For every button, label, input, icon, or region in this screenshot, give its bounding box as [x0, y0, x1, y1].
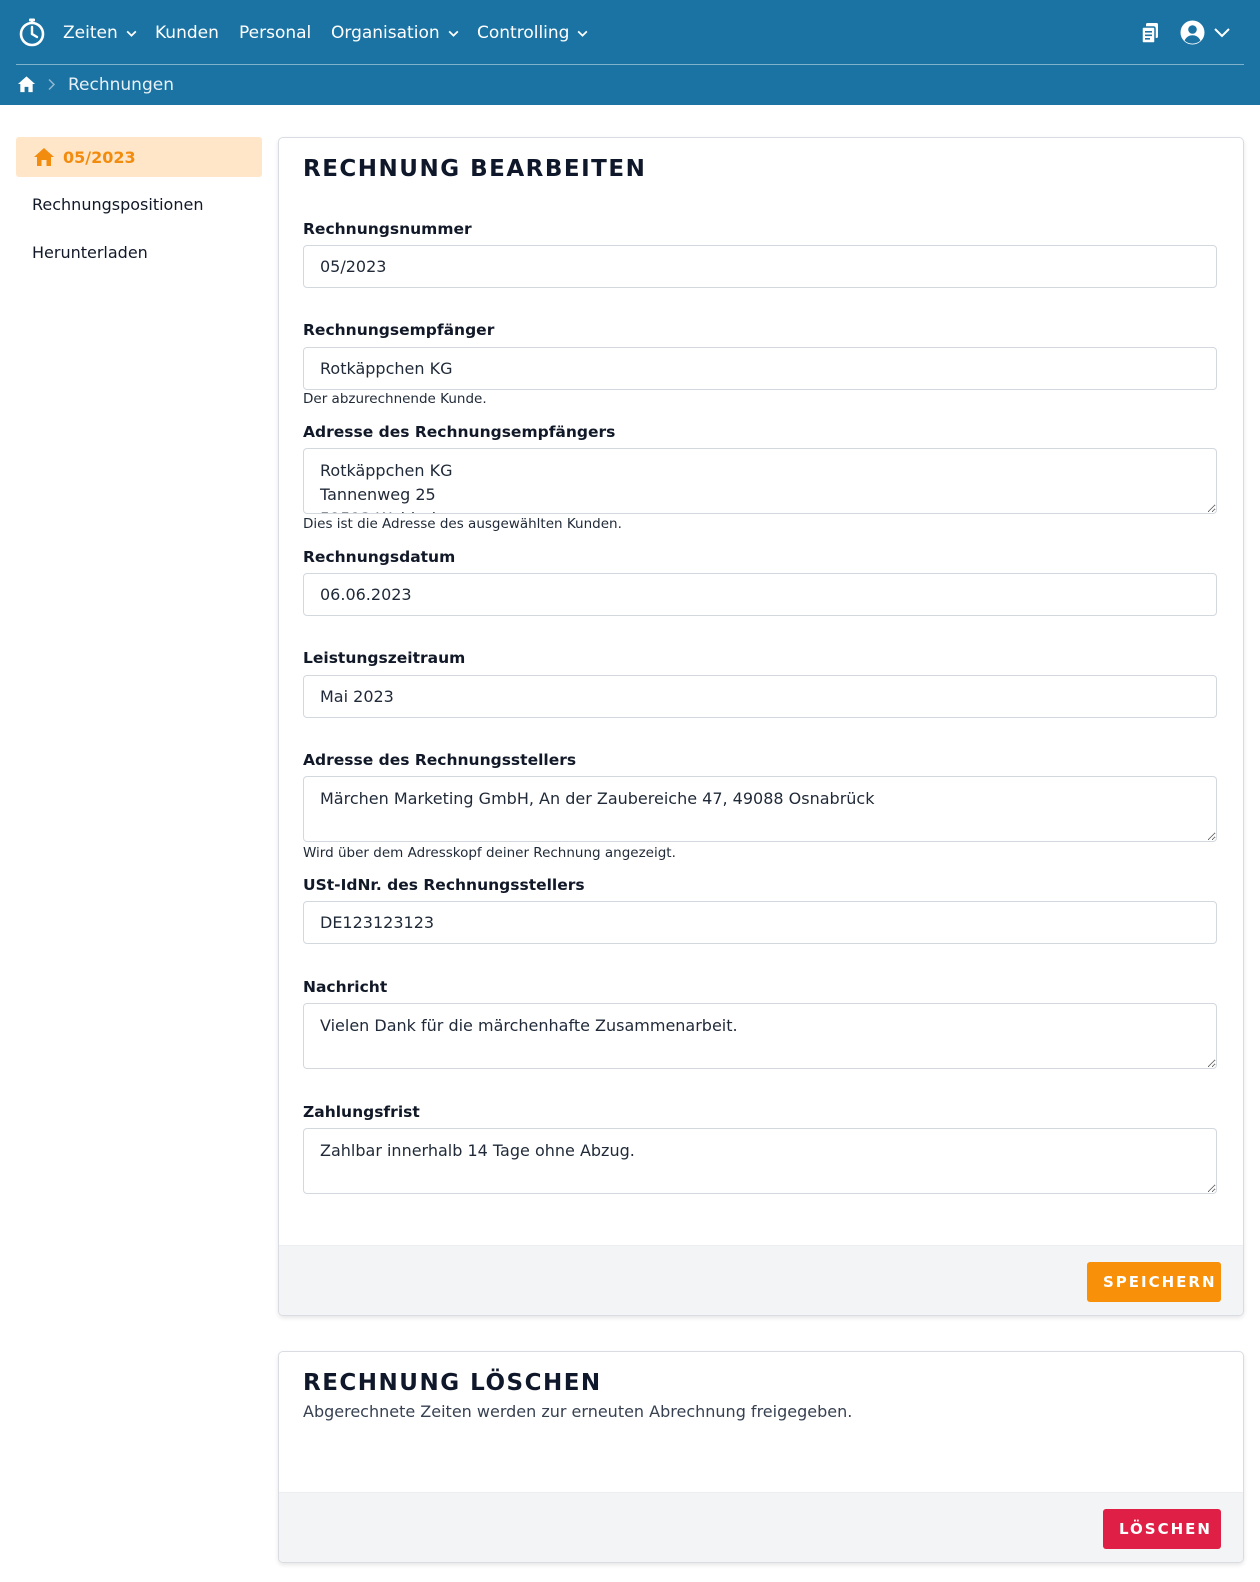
header-divider: [16, 64, 1244, 65]
sender-address-label: Adresse des Rechnungsstellers: [303, 751, 577, 769]
sender-address-textarea[interactable]: [303, 776, 1217, 842]
delete-card-footer: [279, 1492, 1244, 1563]
edit-card-title: RECHNUNG BEARBEITEN: [303, 156, 647, 182]
clipboard-list-icon[interactable]: [1140, 21, 1162, 45]
nav-kunden-label: Kunden: [155, 23, 219, 43]
sidebar-item-positions[interactable]: Rechnungspositionen: [32, 195, 204, 214]
nav-zeiten-label: Zeiten: [63, 23, 118, 43]
recipient-address-textarea[interactable]: [303, 448, 1217, 514]
edit-card-footer: [279, 1245, 1244, 1316]
delete-card-title: RECHNUNG LÖSCHEN: [303, 1370, 602, 1396]
edit-invoice-card: [278, 137, 1244, 1316]
recipient-input[interactable]: [303, 347, 1217, 390]
nav-personal-label: Personal: [239, 23, 312, 43]
save-button[interactable]: SPEICHERN: [1087, 1262, 1221, 1302]
sidebar-item-invoice-label: 05/2023: [63, 147, 136, 167]
app-header: [0, 0, 1260, 105]
nav-controlling-label: Controlling: [477, 23, 570, 43]
service-period-input[interactable]: [303, 675, 1217, 718]
payment-terms-label: Zahlungsfrist: [303, 1103, 420, 1121]
recipient-address-label: Adresse des Rechnungsempfängers: [303, 423, 616, 441]
sender-address-hint: Wird über dem Adresskopf deiner Rechnung angezeigt.: [303, 845, 676, 861]
user-menu[interactable]: [1180, 19, 1236, 45]
chevron-down-icon: [576, 27, 589, 40]
top-navbar: [0, 0, 1260, 64]
user-avatar-icon: [1180, 20, 1205, 45]
recipient-hint: Der abzurechnende Kunde.: [303, 391, 487, 407]
message-textarea[interactable]: [303, 1003, 1217, 1069]
invoice-number-label: Rechnungsnummer: [303, 220, 472, 238]
recipient-label: Rechnungsempfänger: [303, 321, 495, 339]
chevron-down-icon: [447, 27, 460, 40]
chevron-down-icon: [1213, 23, 1231, 41]
invoice-number-input[interactable]: [303, 245, 1217, 288]
nav-organisation[interactable]: [331, 20, 460, 46]
delete-invoice-card: [278, 1351, 1244, 1563]
nav-controlling[interactable]: [477, 20, 589, 46]
breadcrumb-current[interactable]: Rechnungen: [68, 75, 174, 95]
nav-personal[interactable]: [239, 20, 311, 46]
service-period-label: Leistungszeitraum: [303, 649, 466, 667]
invoice-date-label: Rechnungsdatum: [303, 548, 456, 566]
chevron-down-icon: [125, 27, 138, 40]
payment-terms-textarea[interactable]: [303, 1128, 1217, 1194]
recipient-address-hint: Dies ist die Adresse des ausgewählten Kunden.: [303, 516, 622, 532]
sidebar-item-invoice[interactable]: [16, 137, 262, 177]
nav-kunden[interactable]: [155, 20, 219, 46]
delete-card-description: Abgerechnete Zeiten werden zur erneuten Abrechnung freigegeben.: [303, 1402, 853, 1421]
delete-button[interactable]: LÖSCHEN: [1103, 1509, 1221, 1549]
sidebar-item-download[interactable]: Herunterladen: [32, 243, 148, 262]
stopwatch-logo-icon[interactable]: [17, 17, 47, 47]
nav-organisation-label: Organisation: [331, 23, 440, 43]
home-icon: [33, 147, 55, 167]
home-icon[interactable]: [17, 75, 36, 94]
message-label: Nachricht: [303, 978, 388, 996]
nav-zeiten[interactable]: [63, 20, 138, 46]
chevron-right-icon: [46, 78, 57, 91]
vat-id-label: USt-IdNr. des Rechnungsstellers: [303, 876, 585, 894]
vat-id-input[interactable]: [303, 901, 1217, 944]
invoice-date-input[interactable]: [303, 573, 1217, 616]
